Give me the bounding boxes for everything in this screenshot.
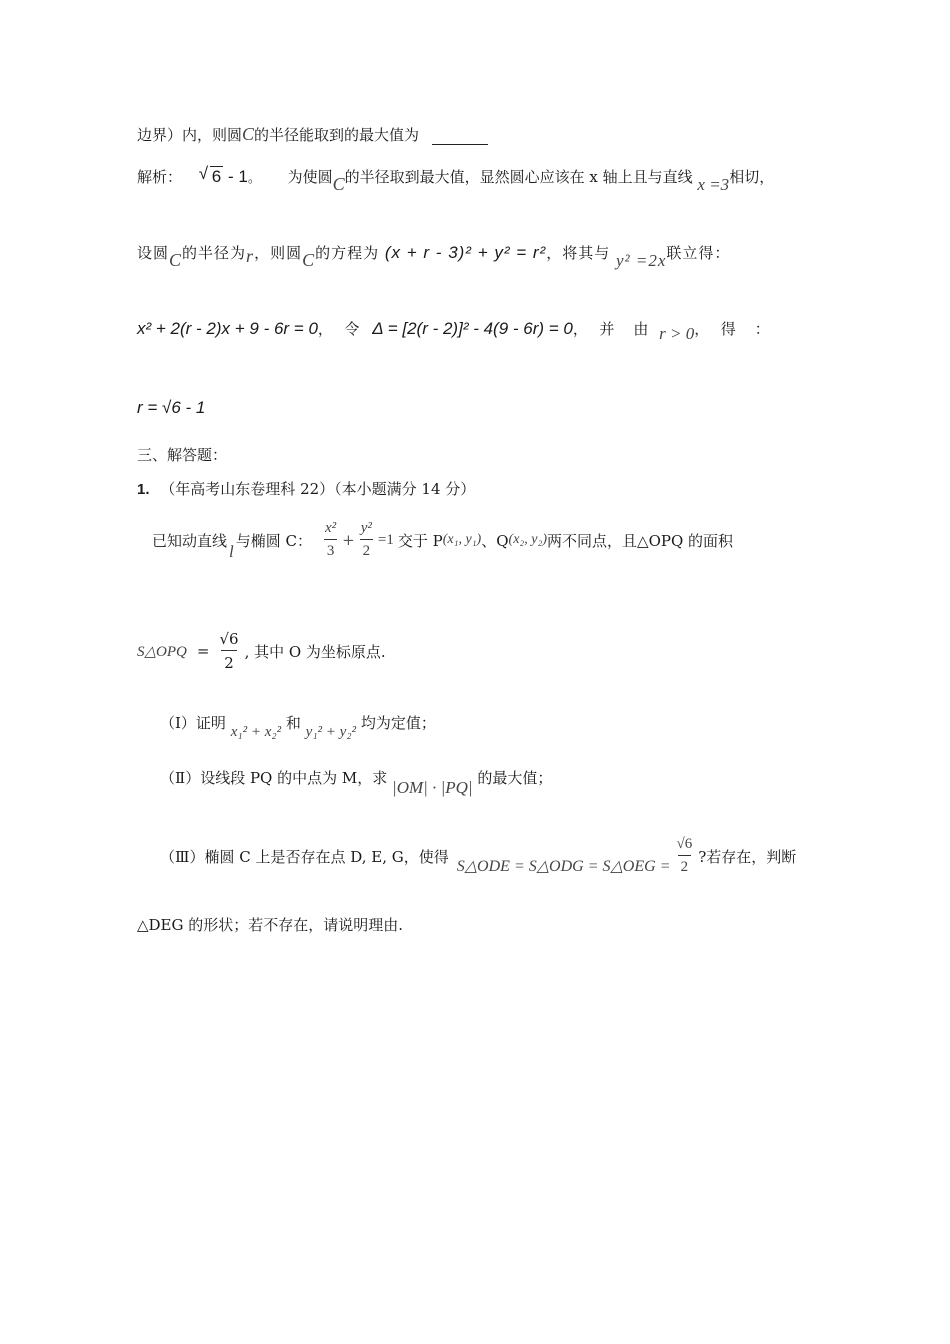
setup-c-symbol-2: C (302, 250, 316, 270)
reason-text-2: 的半径取到最大值，显然圆心应该在 x 轴上且与直线 (344, 168, 693, 186)
part-1-tail: 均为定值； (360, 714, 436, 732)
solution-line (137, 164, 775, 194)
stem-text-3: 交于 P (397, 531, 443, 550)
part-3-line-2: △DEG 的形状；若不存在，请说明理由. (137, 916, 404, 934)
setup-text-3: ，则圆 (254, 244, 303, 262)
ellipse-x-fraction (322, 520, 339, 560)
ellipse-y-denominator: 2 (360, 539, 374, 560)
reason-c-symbol: C (332, 174, 345, 194)
setup-line (137, 242, 731, 270)
section-title: 三、解答题： (137, 446, 228, 464)
line1-text: 边界）内，则圆 (137, 126, 243, 144)
setup-text-5: ，将其与 (546, 244, 611, 262)
stem-text-1: 已知动直线 (152, 531, 228, 550)
quadratic-line (137, 318, 772, 343)
problem-number: 1. (137, 481, 150, 498)
part-2-expression: |OM| · |PQ| (392, 778, 473, 797)
area-denominator: 2 (221, 650, 237, 672)
line1-tail: 的半径能取到的最大值为 (254, 126, 420, 144)
ellipse-x-denominator: 3 (324, 539, 338, 560)
stem-text-5: 两不同点，且△OPQ 的面积 (547, 531, 734, 550)
answer-tail: - 1 (228, 167, 248, 186)
answer-sqrt-body: 6 (211, 167, 222, 186)
part-3-expression: S△ODE = S△ODG = S△OEG = (456, 858, 671, 875)
line-l-symbol: l (229, 542, 234, 561)
ellipse-y-fraction (358, 520, 375, 560)
setup-text-4: 的方程为 (315, 244, 380, 262)
part-3-denominator: 2 (678, 855, 692, 876)
ellipse-y-numerator: y² (360, 520, 372, 536)
area-lhs: S△OPQ (137, 643, 187, 660)
quadratic-equation: x² + 2(r - 2)x + 9 - 6r = 0 (137, 319, 318, 338)
part-1-x-sum: x₁² + x₂² (230, 724, 282, 740)
area-equals: = (196, 642, 210, 660)
setup-text-2: 的半径为 (182, 244, 247, 262)
problem-source: （年高考山东卷理科 22）（本小题满分 14 分） (160, 480, 476, 498)
ellipse-equals-one: =1 (377, 531, 394, 548)
problem-header (137, 478, 475, 499)
result-expression: r = √6 - 1 (137, 398, 206, 417)
de-text: ， 得 ： (694, 320, 772, 338)
parabola-equation: y² =2x (616, 251, 667, 270)
part-1-y-sum: y₁² + y₂² (305, 724, 357, 740)
setup-c-symbol-1: C (169, 250, 183, 270)
setup-text-1: 设圆 (137, 244, 170, 262)
prev-problem-line1 (137, 124, 488, 145)
part-3-numerator: √6 (676, 836, 693, 852)
circle-c-symbol: C (242, 124, 255, 144)
part-2-tail: 的最大值； (477, 769, 553, 787)
setup-r-symbol: r (246, 246, 255, 266)
line-x-equals-3: x =3 (697, 175, 730, 194)
setup-text-6: 联立得： (666, 244, 731, 262)
part-3-label: （Ⅲ）椭圆 C 上是否存在点 D, E, G，使得 (160, 847, 449, 866)
reason-text-3: 相切， (729, 168, 775, 186)
area-numerator: √6 (219, 630, 239, 648)
result-line (137, 398, 205, 418)
point-q-coords: (x₂, y₂) (508, 532, 548, 547)
answer-value: √ 6 - 1。 (198, 164, 261, 186)
solution-label: 解析： (137, 168, 183, 186)
r-positive-condition: r > 0 (659, 324, 695, 343)
part-3-line (160, 836, 796, 876)
part-3-tail: ?若存在，判断 (698, 847, 797, 866)
circle-equation: (x + r - 3)² + y² = r² (384, 243, 547, 262)
area-tail: , 其中 O 为坐标原点. (244, 642, 386, 661)
part-1-line (160, 712, 436, 740)
reason-text-1: 为使圆 (287, 168, 333, 186)
answer-blank (432, 130, 488, 145)
part-1-and: 和 (285, 714, 301, 732)
answer-dot: 。 (247, 170, 261, 185)
area-fraction (216, 630, 241, 672)
area-line (137, 630, 386, 672)
ellipse-x-numerator: x² (325, 520, 337, 536)
part-1-label: （Ⅰ）证明 (160, 714, 226, 732)
part-2-label: （Ⅱ）设线段 PQ 的中点为 M，求 (160, 769, 388, 787)
discriminant-equation: Δ = [2(r - 2)]² - 4(9 - 6r) = 0 (372, 319, 573, 338)
part-2-line (160, 767, 553, 797)
bingyou-text: ， 并 由 (572, 320, 651, 338)
ling-text: ， 令 (317, 320, 362, 338)
point-p-coords: (x₁, y₁) (442, 532, 482, 547)
stem-text-2: 与椭圆 C： (235, 531, 312, 550)
stem-text-4: 、Q (481, 531, 509, 550)
problem-stem-line: 已知动直线 l 与椭圆 C： $\frac{\text{x²}}{3}$ + $\frac{\text{y²}}{2}$ =1 交于 P (x₁, y₁) 、Q (x₂, y₂) 两不同点，且△OPQ 的面积 (152, 520, 734, 561)
part-3-fraction (673, 836, 695, 876)
